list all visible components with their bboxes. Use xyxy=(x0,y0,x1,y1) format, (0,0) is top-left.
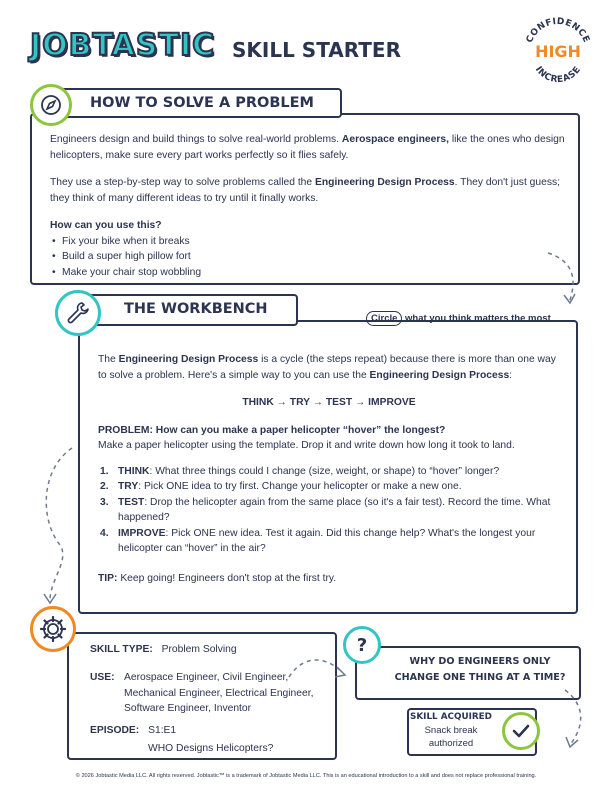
use-heading: How can you use this? xyxy=(50,220,162,231)
list-item: • Fix your bike when it breaks xyxy=(50,234,570,250)
dashed-connector-1 xyxy=(540,245,590,315)
list-item: 4. IMPROVE: Pick ONE new idea. Test it again. Did this change help? What's the longest your helicopter can “hover” in the air? xyxy=(100,527,536,554)
episode-row xyxy=(90,722,273,758)
section2-header xyxy=(80,294,298,326)
badge-bottom-text: INCREASE xyxy=(532,64,584,86)
dashed-connector-4 xyxy=(540,685,590,755)
wrench-icon xyxy=(55,290,101,336)
section1-paragraph-2: They use a step-by-step way to solve problems called the Engineering Design Process. They don't just guess; they think of many different ideas to try until it finally works. xyxy=(50,177,561,204)
jobtastic-logo xyxy=(30,28,215,63)
cycle-steps: THINK → TRY → TEST → IMPROVE xyxy=(242,397,416,408)
question-icon: ? xyxy=(343,626,381,664)
problem-heading: PROBLEM: How can you make a paper helicopter “hover” the longest? xyxy=(98,424,446,436)
dashed-connector-3 xyxy=(285,655,355,695)
skill-type-row xyxy=(90,644,237,655)
page-subtitle: SKILL STARTER xyxy=(232,38,401,62)
list-item: • Make your chair stop wobbling xyxy=(50,265,570,281)
use-value: Aerospace Engineer, Civil Engineer, Mechanical Engineer, Electrical Engineer, Software Engineer, Inventor xyxy=(124,672,314,714)
circle-word: Circle xyxy=(366,311,402,326)
gear-icon xyxy=(30,606,76,652)
list-item: 3. TEST: Drop the helicopter again from the same place (so it's a fair test). Record the time. What happened? xyxy=(100,496,551,523)
section2-body xyxy=(98,352,560,586)
circle-instruction xyxy=(366,311,551,326)
section2-paragraph: The Engineering Design Process is a cycle (the steps repeat) because there is more than one way to solve a problem. Here's a simple way to you can use the Engineering Design Process: xyxy=(98,354,556,381)
question-line-2: CHANGE ONE THING AT A TIME? xyxy=(394,672,566,683)
section2-title: THE WORKBENCH xyxy=(124,301,268,317)
checkmark-icon xyxy=(502,712,540,750)
section1-body xyxy=(50,132,570,280)
logo-text: JOBTASTIC xyxy=(30,28,216,63)
list-item: 2. TRY: Pick ONE idea to try first. Change your helicopter or make a new one. xyxy=(100,481,462,492)
use-list xyxy=(50,234,570,281)
skill-acquired-text xyxy=(410,711,492,750)
use-label: USE: xyxy=(90,672,115,683)
list-item: • Build a super high pillow fort xyxy=(50,249,570,265)
list-item: 1. THINK: What three things could I change (size, weight, or shape) to “hover” longer? xyxy=(100,465,500,477)
section1-header xyxy=(60,88,342,118)
tip: TIP: Keep going! Engineers don't stop at the first try. xyxy=(98,572,337,584)
skill-type-value: Problem Solving xyxy=(161,644,237,655)
question-text xyxy=(380,654,580,686)
question-line-1: WHY DO ENGINEERS ONLY xyxy=(409,656,551,667)
skill-acquired-line-1: Snack break xyxy=(424,725,478,736)
skill-acquired-title: SKILL ACQUIRED xyxy=(410,712,492,722)
skill-type-label: SKILL TYPE: xyxy=(90,644,153,655)
badge-top-text: CONFIDENCE xyxy=(524,16,592,45)
circle-rest: what you think matters the most xyxy=(405,313,551,324)
problem-description: Make a paper helicopter using the template. Drop it and write down how long it took to land. xyxy=(98,440,515,451)
section1-title: HOW TO SOLVE A PROBLEM xyxy=(90,95,314,111)
skill-acquired-line-2: authorized xyxy=(428,738,474,749)
episode-title: WHO Designs Helicopters? xyxy=(148,743,274,754)
compass-icon xyxy=(30,84,72,126)
episode-label: EPISODE: xyxy=(90,725,140,736)
section1-paragraph-1: Engineers design and build things to solve real-world problems. Aerospace engineers, like the ones who design helicopters, make sure every part works perfectly so it flies safely. xyxy=(50,134,565,161)
badge-middle-text: HIGH xyxy=(535,42,581,61)
confidence-badge xyxy=(518,12,598,92)
footer-copyright: © 2026 Jobtastic Media LLC. All rights reserved. Jobtastic™ is a trademark of Jobtastic Media LLC. This is an educational introduction to a skill and does not replace professional training. xyxy=(75,773,537,779)
episode-code: S1:E1 xyxy=(148,725,177,736)
svg-text:CONFIDENCE xyxy=(525,17,591,45)
steps-list xyxy=(98,464,560,557)
dashed-connector-2 xyxy=(30,440,80,610)
svg-text:INCREASE xyxy=(533,65,583,85)
